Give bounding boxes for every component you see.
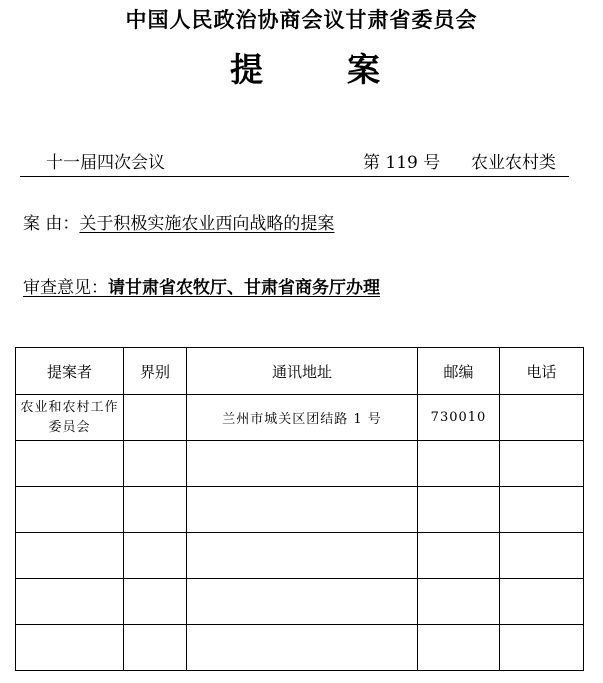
cell-zip: 730010: [418, 395, 500, 441]
cell-sector: [124, 579, 187, 625]
proposal-category: 农业农村类: [471, 153, 556, 173]
document-type-char-1: 提: [230, 50, 263, 89]
reason-line: [23, 209, 334, 234]
cell-proposer: [16, 533, 124, 579]
table-row: [16, 395, 584, 441]
cell-phone: [500, 441, 584, 487]
table-row: [16, 441, 584, 487]
cell-phone: [500, 579, 584, 625]
review-line: [23, 273, 380, 298]
review-label: 审查意见：: [23, 278, 108, 298]
meta-row: [20, 146, 569, 177]
table-row: [16, 579, 584, 625]
cell-proposer: [16, 441, 124, 487]
cell-address: 兰州市城关区团结路 1 号: [187, 395, 418, 441]
cell-sector: [124, 395, 187, 441]
document-type-title: [230, 44, 380, 91]
proposer-table: [15, 347, 584, 671]
reason-text: 关于积极实施农业西向战略的提案: [79, 214, 335, 234]
cell-phone: [500, 487, 584, 533]
table-row: [16, 533, 584, 579]
table-header-row: [16, 348, 584, 395]
cell-address: [187, 487, 418, 533]
cell-zip: [418, 441, 500, 487]
cell-sector: [124, 533, 187, 579]
session-label: 十一届四次会议: [46, 153, 165, 173]
cell-address: [187, 533, 418, 579]
cell-proposer: [16, 625, 124, 671]
cell-sector: [124, 487, 187, 533]
header-zip: 邮编: [418, 348, 500, 395]
cell-address: [187, 625, 418, 671]
cell-zip: [418, 625, 500, 671]
cell-zip: [418, 579, 500, 625]
cell-proposer: [16, 579, 124, 625]
cell-proposer: [16, 487, 124, 533]
cell-zip: [418, 533, 500, 579]
cell-address: [187, 579, 418, 625]
header-phone: 电话: [500, 348, 584, 395]
document-org-title: 中国人民政治协商会议甘肃省委员会: [125, 8, 478, 32]
header-proposer: 提案者: [16, 348, 124, 395]
review-text: 请甘肃省农牧厅、甘肃省商务厅办理: [108, 278, 380, 298]
cell-sector: [124, 441, 187, 487]
cell-phone: [500, 533, 584, 579]
cell-zip: [418, 487, 500, 533]
cell-sector: [124, 625, 187, 671]
header-sector: 界别: [124, 348, 187, 395]
cell-proposer: 农业和农村工作委员会: [16, 395, 124, 441]
cell-phone: [500, 395, 584, 441]
document-type-char-2: 案: [347, 50, 380, 89]
header-address: 通讯地址: [187, 348, 418, 395]
cell-address: [187, 441, 418, 487]
table-row: [16, 487, 584, 533]
proposal-number: 第 119 号: [363, 153, 441, 173]
reason-label: 案 由：: [23, 214, 80, 234]
cell-phone: [500, 625, 584, 671]
table-row: [16, 625, 584, 671]
